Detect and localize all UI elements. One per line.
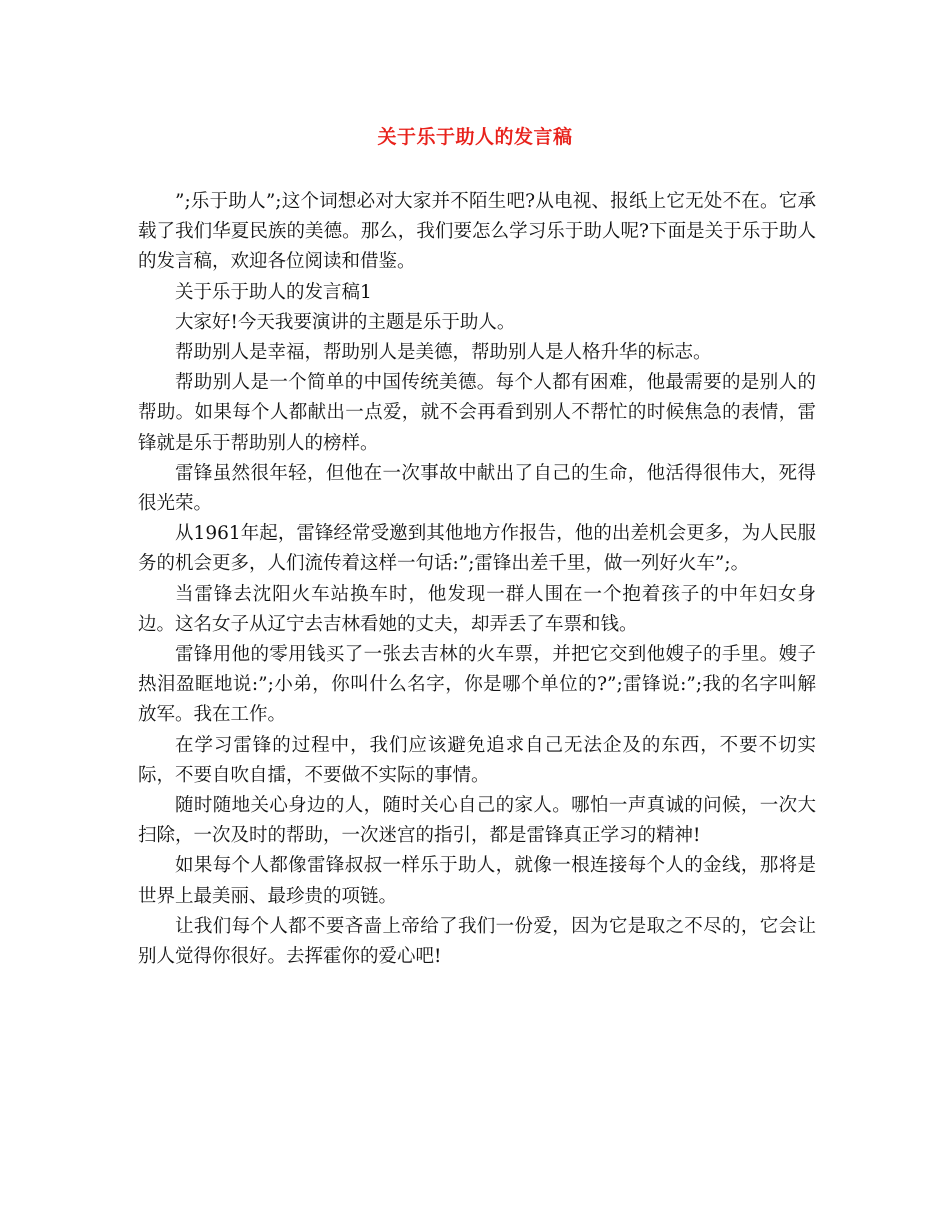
paragraph: 雷锋用他的零用钱买了一张去吉林的火车票，并把它交到他嫂子的手里。嫂子热泪盈眶地说:”;小弟，你叫什么名字，你是哪个单位的?”;雷锋说:”;我的名字叫解放军。我在工作。 (138, 644, 816, 726)
paragraph: 在学习雷锋的过程中，我们应该避免追求自己无法企及的东西，不要不切实际，不要自吹自擂，不要做不实际的事情。 (138, 734, 816, 786)
section-heading: 关于乐于助人的发言稿1 (175, 281, 372, 303)
paragraph: 帮助别人是一个简单的中国传统美德。每个人都有困难，他最需要的是别人的帮助。如果每个人都献出一点爱，就不会再看到别人不帮忙的时候焦急的表情，雷锋就是乐于帮助别人的榜样。 (138, 372, 816, 454)
paragraph: 如果每个人都像雷锋叔叔一样乐于助人，就像一根连接每个人的金线，那将是世界上最美丽、最珍贵的项链。 (138, 855, 816, 907)
paragraph: 当雷锋去沈阳火车站换车时，他发现一群人围在一个抱着孩子的中年妇女身边。这名女子从辽宁去吉林看她的丈夫，却弄丢了车票和钱。 (138, 583, 816, 635)
paragraph: 帮助别人是幸福，帮助别人是美德，帮助别人是人格升华的标志。 (175, 342, 712, 364)
paragraph: 雷锋虽然很年轻，但他在一次事故中献出了自己的生命，他活得很伟大，死得很光荣。 (138, 462, 816, 515)
document-title: 关于乐于助人的发言稿 (377, 126, 573, 148)
paragraph: 从1961年起，雷锋经常受邀到其他地方作报告，他的出差机会更多，为人民服务的机会更多，人们流传着这样一句话:”;雷锋出差千里，做一列好火车”;。 (138, 523, 816, 575)
paragraph: 让我们每个人都不要吝啬上帝给了我们一份爱，因为它是取之不尽的，它会让别人觉得你很好。去挥霍你的爱心吧! (138, 915, 816, 968)
document-body (138, 187, 816, 972)
paragraph: 随时随地关心身边的人，随时关心自己的家人。哪怕一声真诚的问候，一次大扫除，一次及时的帮助，一次迷宫的指引，都是雷锋真正学习的精神! (138, 795, 816, 847)
paragraph-intro: ”;乐于助人”;这个词想必对大家并不陌生吧?从电视、报纸上它无处不在。它承载了我们华夏民族的美德。那么，我们要怎么学习乐于助人呢?下面是关于乐于助人的发言稿，欢迎各位阅读和借鉴。 (138, 191, 816, 273)
paragraph: 大家好!今天我要演讲的主题是乐于助人。 (175, 311, 516, 333)
